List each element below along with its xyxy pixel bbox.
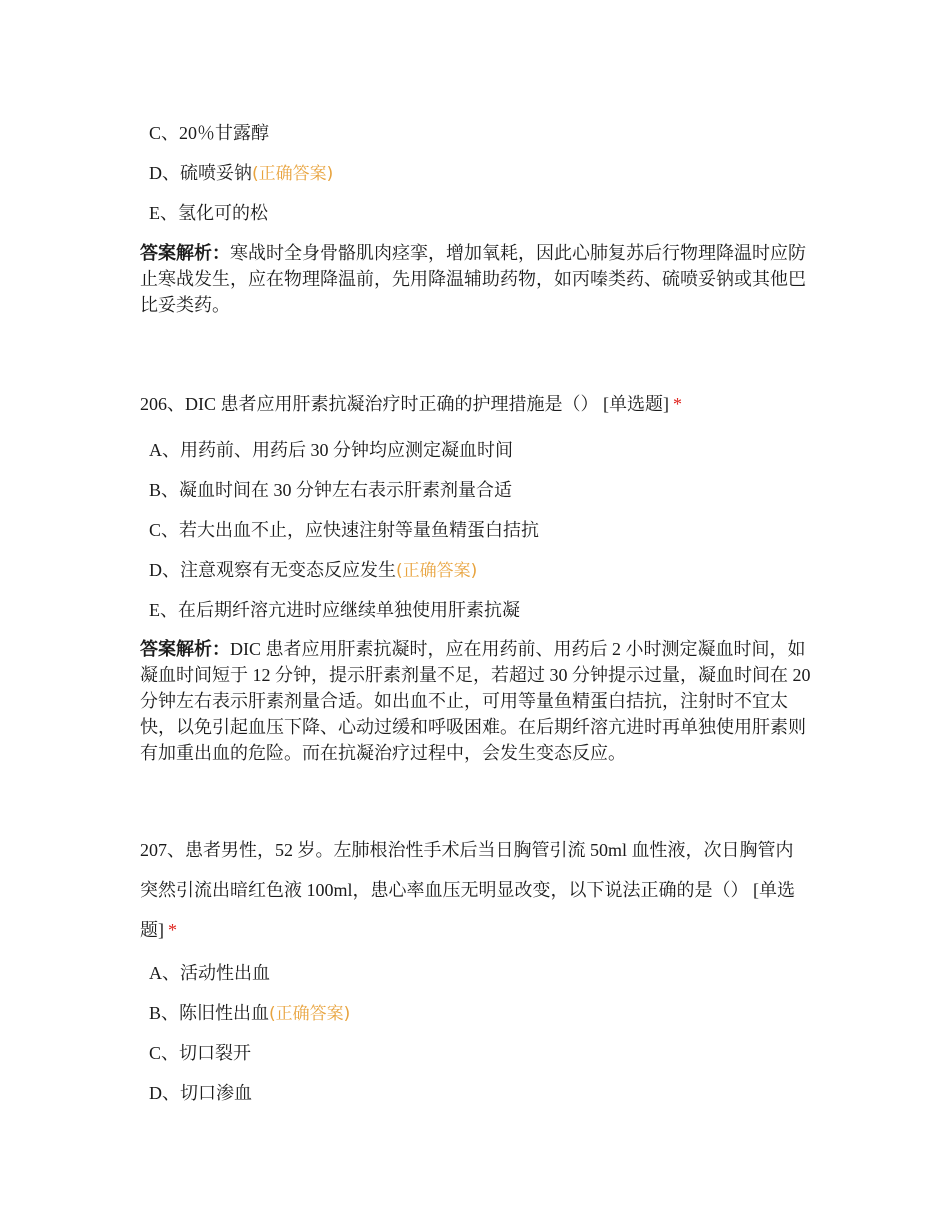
option-text: 陈旧性出血 <box>179 1003 270 1023</box>
q206-option-a[interactable] <box>149 438 513 462</box>
analysis-text: 寒战时全身骨骼肌肉痉挛，增加氧耗，因此心肺复苏后行物理降温时应防止寒战发生，应在物理降温前，先用降温辅助药物，如丙嗪类药、硫喷妥钠或其他巴比妥类药。 <box>140 243 806 315</box>
option-letter: E、 <box>149 600 178 620</box>
option-text: 在后期纤溶亢进时应继续单独使用肝素抗凝 <box>178 600 520 620</box>
correct-answer-tag: (正确答案) <box>396 561 478 581</box>
analysis-label: 答案解析： <box>140 243 230 263</box>
q207-option-b[interactable] <box>149 1001 350 1026</box>
prev-option-e <box>149 201 268 225</box>
option-text: 用药前、用药后 30 分钟均应测定凝血时间 <box>180 440 513 460</box>
option-letter: B、 <box>149 1003 180 1023</box>
q207-option-d[interactable] <box>149 1081 252 1105</box>
prev-answer-analysis <box>140 240 816 318</box>
option-letter: E、 <box>149 203 178 223</box>
option-text: 20％甘露醇 <box>179 123 270 143</box>
option-text: 切口渗血 <box>180 1083 252 1103</box>
q206-answer-analysis <box>140 636 816 766</box>
question-207-title <box>140 830 810 950</box>
option-text: 硫喷妥钠 <box>180 163 252 183</box>
required-mark: * <box>168 920 177 940</box>
option-letter: C、 <box>149 520 180 540</box>
prev-option-d <box>149 161 333 186</box>
option-text: 活动性出血 <box>180 963 270 983</box>
question-text: 206、DIC 患者应用肝素抗凝治疗时正确的护理措施是（） [单选题] <box>140 394 669 414</box>
q206-option-c[interactable] <box>149 518 539 542</box>
option-letter: B、 <box>149 480 180 500</box>
option-text: 氢化可的松 <box>178 203 268 223</box>
option-letter: A、 <box>149 440 180 460</box>
prev-option-c <box>149 121 269 145</box>
question-text: 207、患者男性，52 岁。左肺根治性手术后当日胸管引流 50ml 血性液，次日胸管内突然引流出暗红色液 100ml，患心率血压无明显改变，以下说法正确的是（） [单选题] <box>140 840 795 940</box>
analysis-label: 答案解析： <box>140 639 230 659</box>
q207-option-c[interactable] <box>149 1041 251 1065</box>
option-letter: C、 <box>149 1043 180 1063</box>
option-text: 切口裂开 <box>179 1043 252 1063</box>
correct-answer-tag: (正确答案) <box>252 164 334 184</box>
required-mark: * <box>673 394 682 414</box>
q206-option-b[interactable] <box>149 478 512 502</box>
option-text: 注意观察有无变态反应发生 <box>180 560 396 580</box>
option-letter: A、 <box>149 963 180 983</box>
option-letter: D、 <box>149 163 180 183</box>
option-letter: C、 <box>149 123 180 143</box>
option-text: 凝血时间在 30 分钟左右表示肝素剂量合适 <box>179 480 513 500</box>
q207-option-a[interactable] <box>149 961 270 985</box>
correct-answer-tag: (正确答案) <box>269 1004 351 1024</box>
question-206-title <box>140 384 810 424</box>
option-text: 若大出血不止，应快速注射等量鱼精蛋白拮抗 <box>179 520 540 540</box>
q206-option-e[interactable] <box>149 598 520 622</box>
option-letter: D、 <box>149 1083 180 1103</box>
q206-option-d[interactable] <box>149 558 477 583</box>
analysis-text: DIC 患者应用肝素抗凝时，应在用药前、用药后 2 小时测定凝血时间，如凝血时间短于 12 分钟，提示肝素剂量不足，若超过 30 分钟提示过量，凝血时间在 20 分钟左右表示肝素剂量合适。如出血不止，可用等量鱼精蛋白拮抗，注射时不宜太快，以免引起血压下降、心动过缓和呼吸困难。在后期纤溶亢进时再单独使用肝素则有加重出血的危险。而在抗凝治疗过程中，会发生变态反应。 <box>140 639 811 763</box>
option-letter: D、 <box>149 560 180 580</box>
